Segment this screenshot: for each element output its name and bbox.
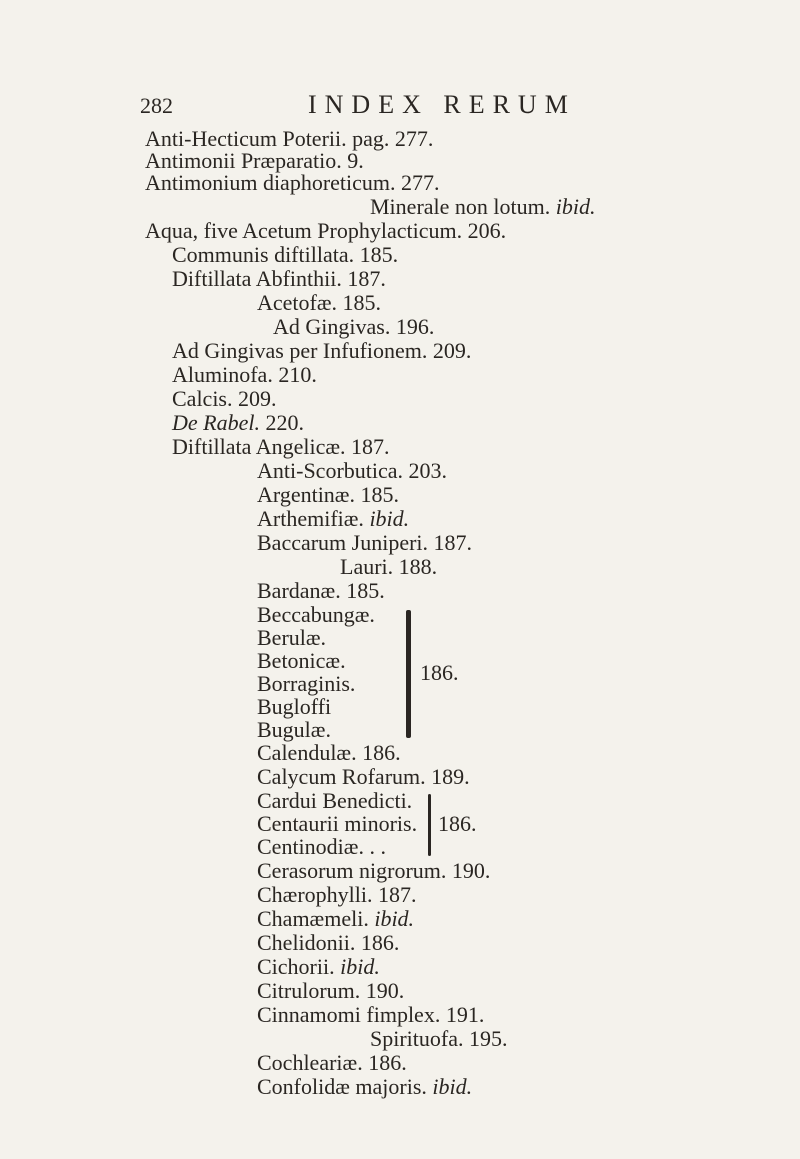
index-entry: Acetofæ. 185. <box>257 290 382 315</box>
index-entry: Aqua, five Acetum Prophylacticum. 206. <box>145 218 507 243</box>
index-entry: Bugloffi <box>257 694 332 719</box>
index-entry <box>257 1076 472 1098</box>
ibid-ref: ibid. <box>432 1074 473 1099</box>
index-entry: Ad Gingivas. 196. <box>273 314 435 339</box>
index-entry <box>257 956 380 978</box>
index-entry: Bardanæ. 185. <box>257 578 385 603</box>
index-entry <box>257 508 409 530</box>
index-entry: Borraginis. <box>257 671 356 696</box>
index-entry: Calcis. 209. <box>172 386 277 411</box>
index-entry: Centinodiæ. . . <box>257 834 386 859</box>
index-entry: Chærophylli. 187. <box>257 882 417 907</box>
index-entry: Aluminofa. 210. <box>172 362 317 387</box>
ibid-ref: ibid. <box>555 194 596 219</box>
index-entry: Betonicæ. <box>257 648 346 673</box>
entry-text: Chamæmeli. <box>257 906 369 931</box>
index-entry: Cochleariæ. 186. <box>257 1050 407 1075</box>
index-entry: Communis diftillata. 185. <box>172 242 399 267</box>
index-entry: Lauri. 188. <box>340 554 438 579</box>
index-entry: Anti-Hecticum Poterii. pag. 277. <box>145 126 434 151</box>
index-entry: Spirituofa. 195. <box>370 1026 508 1051</box>
index-entry: Calendulæ. 186. <box>257 740 401 765</box>
grouped-page-ref: 186. <box>438 811 477 836</box>
ibid-ref: ibid. <box>369 506 410 531</box>
entry-text: Minerale non lotum. <box>370 194 551 219</box>
index-entry: Bugulæ. <box>257 717 331 742</box>
curly-brace <box>428 794 431 856</box>
curly-brace <box>406 610 411 738</box>
ibid-ref: ibid. <box>340 954 380 979</box>
index-entry: Cerasorum nigrorum. 190. <box>257 858 491 883</box>
entry-text: Arthemifiæ. <box>257 506 364 531</box>
grouped-page-ref: 186. <box>420 660 459 685</box>
index-entry: Centaurii minoris. <box>257 811 418 836</box>
entry-text: De Rabel. <box>172 410 260 435</box>
index-entry <box>172 412 304 434</box>
index-entry: Citrulorum. 190. <box>257 978 405 1003</box>
page-number: 282 <box>140 93 173 118</box>
index-entry: Chelidonii. 186. <box>257 930 400 955</box>
index-entry: Cinnamomi fimplex. 191. <box>257 1002 485 1027</box>
ibid-ref: ibid. <box>374 906 415 931</box>
page-ref: 220. <box>265 410 304 435</box>
index-entry: Ad Gingivas per Infufionem. 209. <box>172 338 472 363</box>
index-entry: Anti-Scorbutica. 203. <box>257 458 448 483</box>
running-title: INDEX RERUM <box>308 90 576 119</box>
index-entry: Berulæ. <box>257 625 327 650</box>
index-entry: Diftillata Abfinthii. 187. <box>172 266 386 291</box>
entry-text: Confolidæ majoris. <box>257 1074 427 1099</box>
entry-text: Cichorii. <box>257 954 335 979</box>
index-entry: Calycum Rofarum. 189. <box>257 764 470 789</box>
index-entry: Argentinæ. 185. <box>257 482 399 507</box>
index-entry: Antimonium diaphoreticum. 277. <box>145 170 440 195</box>
index-entry: Beccabungæ. <box>257 602 375 627</box>
index-entry <box>257 908 414 930</box>
index-entry: Baccarum Juniperi. 187. <box>257 530 473 555</box>
index-entry: Cardui Benedicti. <box>257 788 413 813</box>
index-entry: Antimonii Præparatio. 9. <box>145 148 364 173</box>
index-entry <box>370 196 595 218</box>
index-entry: Diftillata Angelicæ. 187. <box>172 434 390 459</box>
